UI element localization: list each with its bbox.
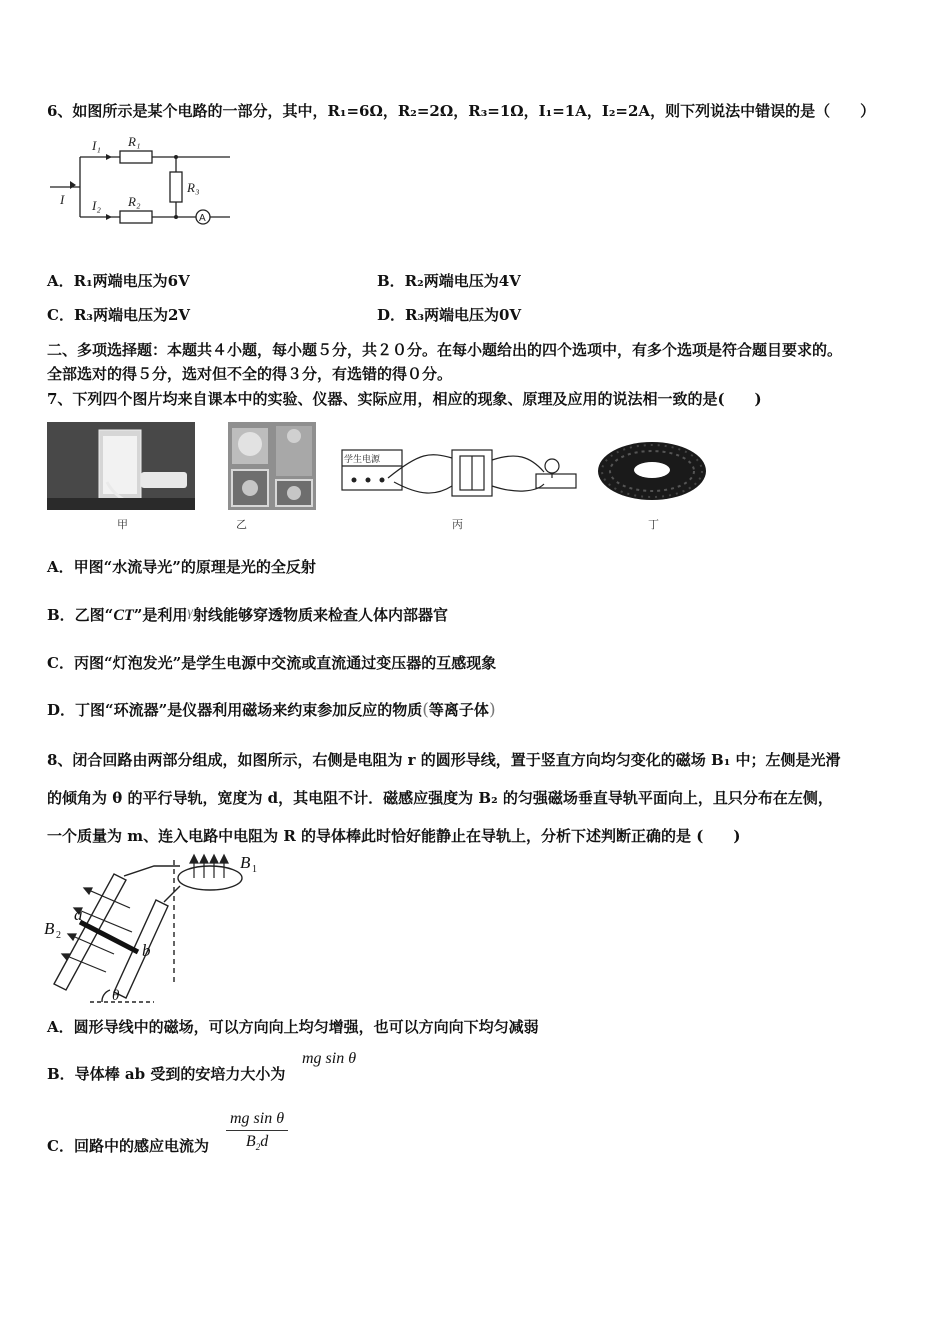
caption-yi: 乙 — [236, 518, 247, 531]
q7-photo-ding — [596, 440, 708, 502]
q7-option-b: B．乙图“CT”是利用γ射线能够穿透物质来检查人体内部器官 — [47, 605, 448, 624]
q6-stem: 6、如图所示是某个电路的一部分，其中，R₁=6Ω，R₂=2Ω，R₃=1Ω，I₁=1A，I₂=2A，则下列说法中错误的是（ ） — [47, 102, 876, 120]
label-R2: R₂ — [128, 194, 141, 209]
section2-line2: 全部选对的得５分，选对但不全的得３分，有选错的得０分。 — [47, 365, 453, 383]
q8-option-a: A．圆形导线中的磁场，可以方向向上均匀增强，也可以方向向下均匀减弱 — [47, 1018, 539, 1036]
circular-loop — [178, 866, 242, 890]
caption-ding: 丁 — [648, 518, 659, 531]
gamma-symbol: γ — [187, 605, 193, 620]
q8-line2: 的倾角为 θ 的平行导轨，宽度为 d，其电阻不计．磁感应强度为 B₂ 的匀强磁场垂直导轨平面向上，且只分布在左侧， — [47, 789, 833, 807]
q8-option-c-fraction — [226, 1110, 288, 1152]
b1-arrow-icon — [200, 855, 208, 863]
section2-line1: 二、多项选择题：本题共４小题，每小题５分，共２０分。在每小题给出的四个选项中，有多个选项是符合题目要求的。 — [47, 341, 843, 359]
q7-photo-yi — [228, 422, 316, 510]
r3-resistor — [170, 172, 182, 202]
power-supply-label: 学生电源 — [344, 455, 381, 465]
current-arrow-icon — [70, 181, 76, 189]
svg-text:1: 1 — [252, 864, 257, 875]
caption-jia: 甲 — [117, 518, 128, 531]
q6-option-d: D．R₃两端电压为0V — [377, 306, 522, 324]
q8-option-b-formula: mg sin θ — [302, 1050, 357, 1067]
right-rail — [114, 900, 168, 998]
label-R3: R₃ — [187, 180, 200, 195]
q6-option-c: C．R₃两端电压为2V — [47, 306, 191, 324]
q8-line1: 8、闭合回路由两部分组成，如图所示，右侧是电阻为 r 的圆形导线，置于竖直方向均匀变化的磁场 B₁ 中；左侧是光滑 — [47, 751, 841, 769]
q6-option-a: A．R₁两端电压为6V — [47, 272, 190, 290]
q7-option-a: A．甲图“水流导光”的原理是光的全反射 — [47, 558, 316, 576]
label-I: I — [60, 192, 65, 207]
q8-option-b: B．导体棒 ab 受到的安培力大小为 — [47, 1065, 286, 1083]
current-arrow-icon — [106, 154, 112, 160]
q7-option-c: C．丙图“灯泡发光”是学生电源中交流或直流通过变压器的互感现象 — [47, 654, 497, 672]
r1-resistor — [120, 151, 152, 163]
q7-option-d: D．丁图“环流器”是仪器利用磁场来约束参加反应的物质(等离子体) — [47, 700, 496, 720]
q7-stem: 7、下列四个图片均来自课本中的实验、仪器、实际应用，相应的现象、原理及应用的说法相一致的是( ) — [47, 390, 762, 408]
label-ammeter: A — [199, 213, 206, 224]
q6-circuit-diagram — [50, 130, 240, 230]
svg-text:2: 2 — [56, 930, 61, 941]
r2-resistor — [120, 211, 152, 223]
caption-bing: 丙 — [452, 518, 463, 531]
q6-option-b: B．R₂两端电压为4V — [377, 272, 521, 290]
b1-arrow-icon — [190, 855, 198, 863]
label-I1: I₁ — [92, 138, 101, 153]
current-arrow-icon — [106, 214, 112, 220]
bulb-icon — [545, 459, 559, 473]
fraction-denominator: $B_2d$ — [245, 1133, 269, 1153]
q8-option-c: C．回路中的感应电流为 — [47, 1137, 209, 1155]
q8-line3: 一个质量为 m、连入电路中电阻为 R 的导体棒此时恰好能静止在导轨上，分析下述判断正确的是 ( ) — [47, 827, 741, 845]
label-I2: I₂ — [92, 198, 101, 213]
b1-arrow-icon — [220, 855, 228, 863]
label-b: b — [142, 941, 151, 960]
b1-arrow-icon — [210, 855, 218, 863]
label-a: a — [74, 905, 83, 924]
fraction-numerator: mg sin θ — [226, 1110, 288, 1131]
label-B2: B — [44, 919, 55, 938]
label-B1: B — [240, 853, 251, 872]
q8-rail-diagram — [44, 852, 274, 1004]
label-theta: θ — [112, 988, 120, 1004]
label-R1: R₁ — [128, 134, 141, 149]
q7-photo-jia — [47, 422, 195, 510]
q7-diagram-bing — [340, 442, 580, 504]
